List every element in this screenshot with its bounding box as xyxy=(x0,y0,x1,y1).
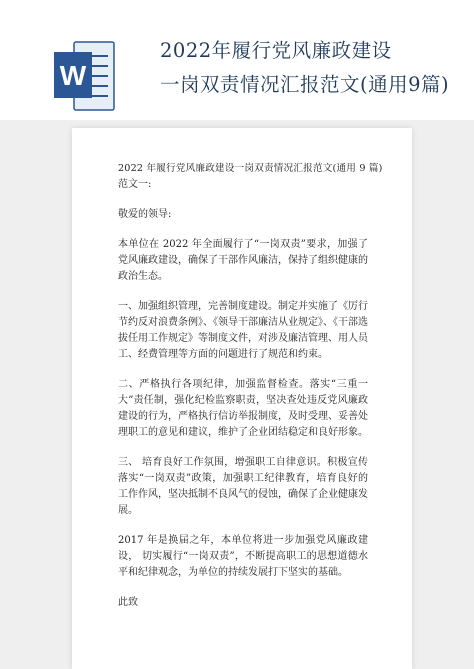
paragraph-section-1: 一、加强组织管理，完善制度建设。制定并实施了《厉行节约反对浪费条例》、《领导干部廉洁从业规定》、《干部选拔任用工作规定》等制度文件，对涉及廉洁管理、用人员工、经费管理等方面的问题进行了规范和约束。 xyxy=(118,301,368,360)
closing: 此致 xyxy=(118,597,138,608)
page-title-line-2: 一岗双责情况汇报范文(通用9篇) xyxy=(160,73,450,96)
header xyxy=(0,0,474,120)
paragraph-section-2: 二、严格执行各项纪律，加强监督检查。落实“三重一大”责任制，强化纪检监察职责，坚决查处违反党风廉政建设的行为，严格执行信访举报制度，及时受理、妥善处理职工的意见和建议，维护了企业团结稳定和良好形象。 xyxy=(118,379,368,438)
page-title-line-1: 2022年履行党风廉政建设 xyxy=(160,39,392,62)
word-logo-letter: W xyxy=(59,60,87,91)
section-label: 范文一: xyxy=(118,179,152,190)
paragraph-intro: 本单位在 2022 年全面履行了“一岗双责”要求，加强了党风廉政建设，确保了干部作风廉洁，保持了组织健康的政治生态。 xyxy=(118,239,368,282)
paragraph-outlook: 2017 年是换届之年，本单位将进一步加强党风廉政建设， 切实履行“一岗双责”，不断提高职工的思想道德水平和纪律观念，为单位的持续发展打下坚实的基础。 xyxy=(118,535,368,578)
word-document-icon xyxy=(54,40,116,112)
document-page xyxy=(72,128,412,669)
document-body xyxy=(118,161,383,611)
salutation: 敬爱的领导: xyxy=(118,209,172,220)
document-title: 2022 年履行党风廉政建设一岗双责情况汇报范文(通用 9 篇) xyxy=(118,163,383,174)
page-title xyxy=(160,34,460,102)
paragraph-section-3: 三、 培育良好工作氛围，增强职工自律意识。积极宣传落实“一岗双责”政策，加强职工纪律教育，培育良好的工作作风，坚决抵制不良风气的侵蚀，确保了企业健康发展。 xyxy=(118,457,368,516)
